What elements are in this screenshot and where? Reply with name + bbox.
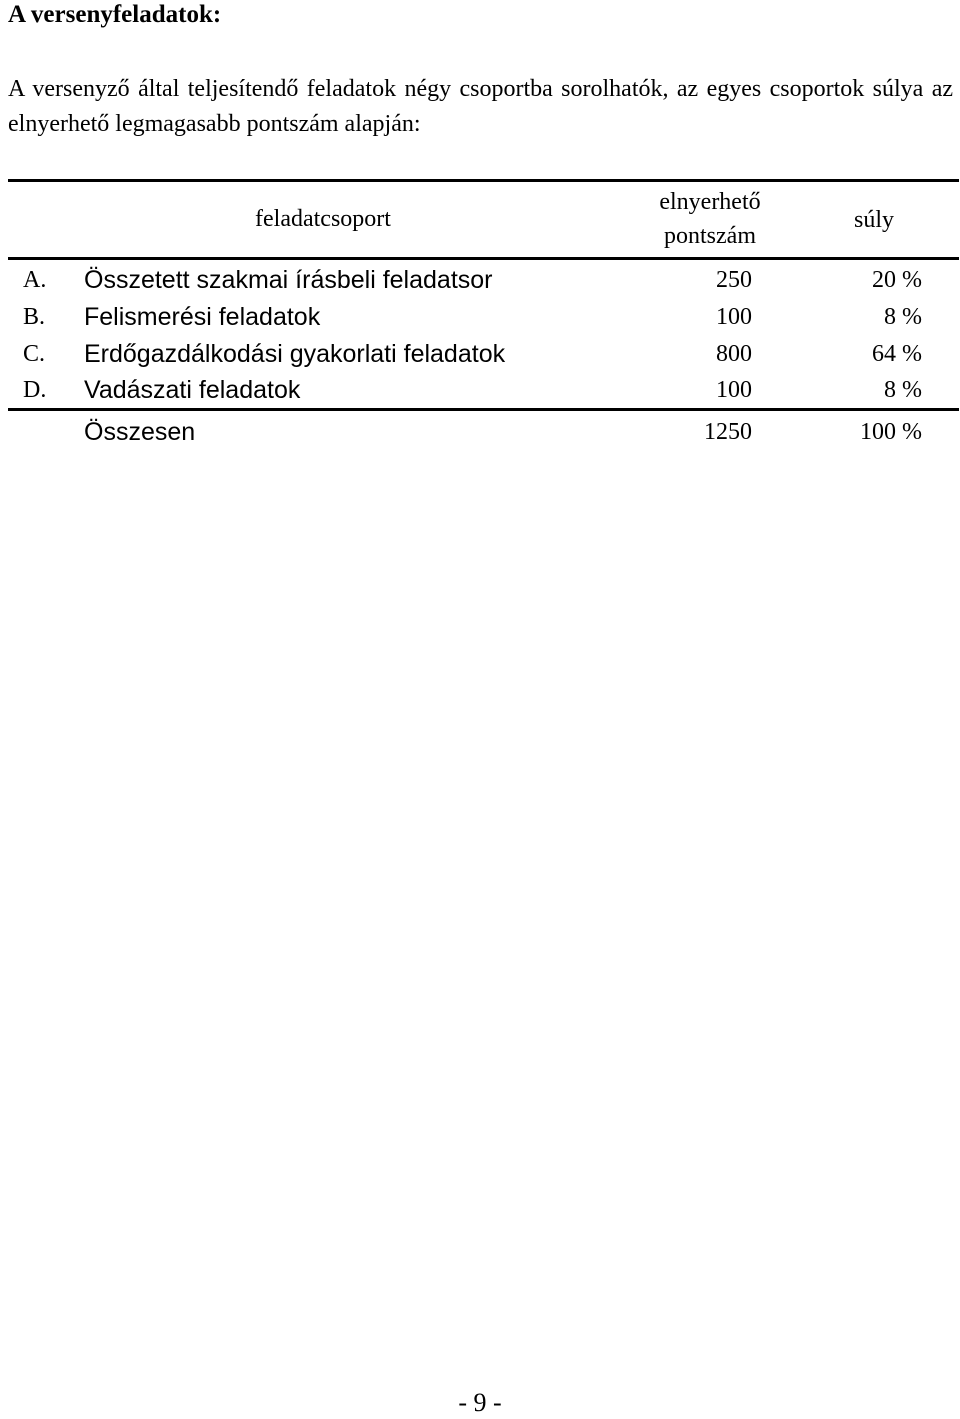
- header-suly: súly: [854, 207, 895, 233]
- row-name: Vadászati feladatok: [84, 376, 301, 404]
- row-points: 800: [716, 341, 752, 367]
- row-weight: 8 %: [884, 304, 922, 330]
- table-row: [0, 299, 960, 336]
- header-points-line2: pontszám: [664, 223, 756, 249]
- intro-paragraph: A versenyző által teljesítendő feladatok négy csoportba sorolhatók, az egyes csoportok súlya az elnyerhető legmagasabb pontszám alapján:: [8, 76, 953, 137]
- header-feladatcsoport: feladatcsoport: [255, 206, 391, 232]
- header-elnyerheto-pontszam: [610, 185, 810, 253]
- row-name: Erdőgazdálkodási gyakorlati feladatok: [84, 340, 506, 368]
- total-label: Összesen: [84, 418, 196, 446]
- row-weight: 8 %: [884, 377, 922, 403]
- table-top-rule: [8, 179, 959, 182]
- section-heading: A versenyfeladatok:: [8, 1, 222, 28]
- row-name: Felismerési feladatok: [84, 303, 321, 331]
- table-row: [0, 262, 960, 299]
- row-weight: 20 %: [872, 267, 922, 293]
- total-points: 1250: [704, 419, 752, 445]
- row-code: A.: [23, 267, 47, 293]
- row-weight: 64 %: [872, 341, 922, 367]
- row-code: B.: [23, 304, 46, 330]
- page-number: - 9 -: [458, 1388, 502, 1417]
- row-code: D.: [23, 377, 47, 403]
- table-header-rule: [8, 257, 959, 260]
- row-name: Összetett szakmai írásbeli feladatsor: [84, 266, 493, 294]
- table-row: [0, 372, 960, 409]
- row-points: 100: [716, 377, 752, 403]
- row-code: C.: [23, 341, 46, 367]
- row-points: 250: [716, 267, 752, 293]
- table-row: [0, 336, 960, 373]
- header-points-line1: elnyerhető: [659, 189, 761, 215]
- row-points: 100: [716, 304, 752, 330]
- total-weight: 100 %: [860, 419, 922, 445]
- table-total-row: [0, 414, 960, 451]
- table-bottom-rule: [8, 408, 959, 411]
